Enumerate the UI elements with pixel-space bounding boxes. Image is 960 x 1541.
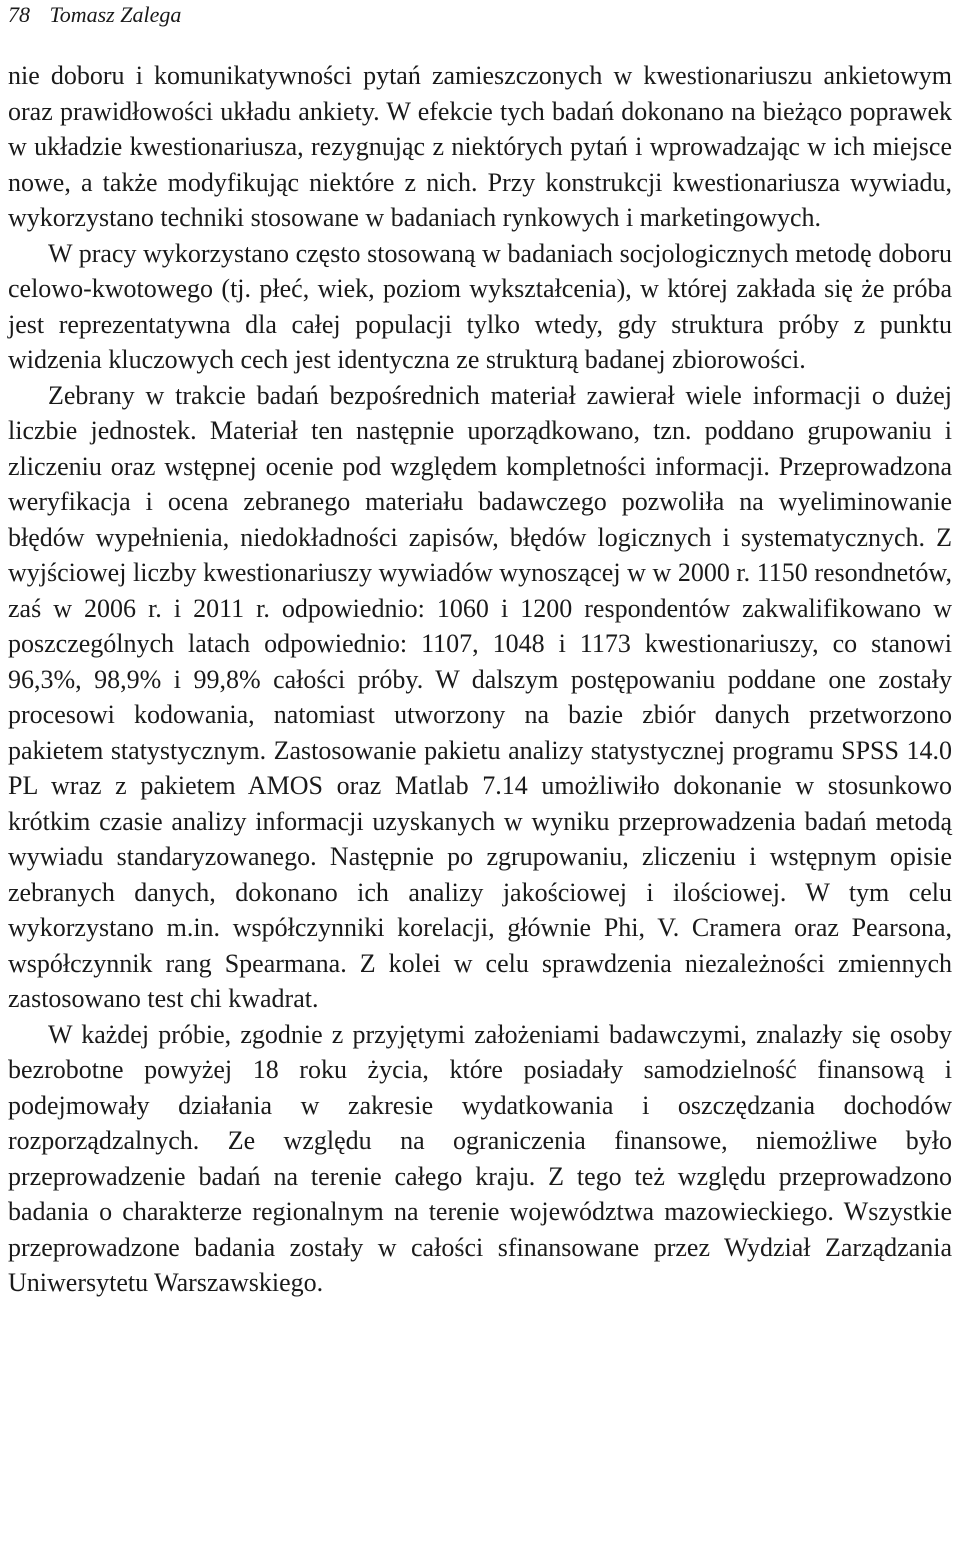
paragraph-1: nie doboru i komunikatywności pytań zamieszczonych w kwestionariuszu ankietowym oraz prawidłowości układu ankiety. W efekcie tych badań dokonano na bieżąco poprawek w układzie kwestionariusza, rezygnując z niektórych pytań i wprowadzając w ich miejsce nowe, a także modyfikując niektóre z nich. Przy konstrukcji kwestionariusza wywiadu, wykorzystano techniki stosowane w badaniach rynkowych i marketingowych.	[8, 61, 952, 232]
page-number: 78	[8, 2, 30, 27]
running-header	[8, 0, 952, 30]
document-page	[8, 0, 952, 1301]
body-text	[8, 58, 952, 1301]
author-name: Tomasz Zalega	[49, 2, 182, 27]
paragraph-2: W pracy wykorzystano często stosowaną w badaniach socjologicznych metodę doboru celowo-kwotowego (tj. płeć, wiek, poziom wykształcenia), w której zakłada się że próba jest reprezentatywna dla całej populacji tylko wtedy, gdy struktura próby z punktu widzenia kluczowych cech jest identyczna ze strukturą badanej zbiorowości.	[8, 238, 952, 374]
paragraph-3: Zebrany w trakcie badań bezpośrednich materiał zawierał wiele informacji o dużej liczbie jednostek. Materiał ten następnie uporządkowano, tzn. poddano grupowaniu i zliczeniu oraz wstępnej ocenie pod względem kompletności informacji. Przeprowadzona weryfikacja i ocena zebranego materiału badawczego pozwoliła na wyeliminowanie błędów wypełnienia, niedokładności zapisów, błędów logicznych i systematycznych. Z wyjściowej liczby kwestionariuszy wywiadów wynoszącej w w 2000 r. 1150 resondnetów, zaś w 2006 r. i 2011 r. odpowiednio: 1060 i 1200 respondentów zakwalifikowano w poszczególnych latach odpowiednio: 1107, 1048 i 1173 kwestionariuszy, co stanowi 96,3%, 98,9% i 99,8% całości próby. W dalszym postępowaniu poddane one zostały procesowi kodowania, natomiast utworzony na bazie zbiór danych przetworzono pakietem statystycznym. Zastosowanie pakietu analizy statystycznej programu SPSS 14.0 PL wraz z pakietem AMOS oraz Matlab 7.14 umożliwiło dokonanie w stosunkowo krótkim czasie analizy informacji uzyskanych w wyniku przeprowadzenia badań metodą wywiadu standaryzowanego. Następnie po zgrupowaniu, zliczeniu i wstępnym opisie zebranych danych, dokonano ich analizy jakościowej i ilościowej. W tym celu wykorzystano m.in. współczynniki korelacji, głównie Phi, V. Cramera oraz Pearsona, współczynnik rang Spearmana. Z kolei w celu sprawdzenia niezależności zmiennych zastosowano test chi kwadrat.	[8, 380, 952, 1013]
paragraph-4: W każdej próbie, zgodnie z przyjętymi założeniami badawczymi, znalazły się osoby bezrobotne powyżej 18 roku życia, które posiadały samodzielność finansową i podejmowały działania w zakresie wydatkowania i oszczędzania dochodów rozporządzalnych. Ze względu na ograniczenia finansowe, niemożliwe było przeprowadzenie badań na terenie całego kraju. Z tego też względu przeprowadzono badania o charakterze regionalnym na terenie województwa mazowieckiego. Wszystkie przeprowadzone badania zostały w całości sfinansowane przez Wydział Zarządzania Uniwersytetu Warszawskiego.	[8, 1019, 952, 1297]
